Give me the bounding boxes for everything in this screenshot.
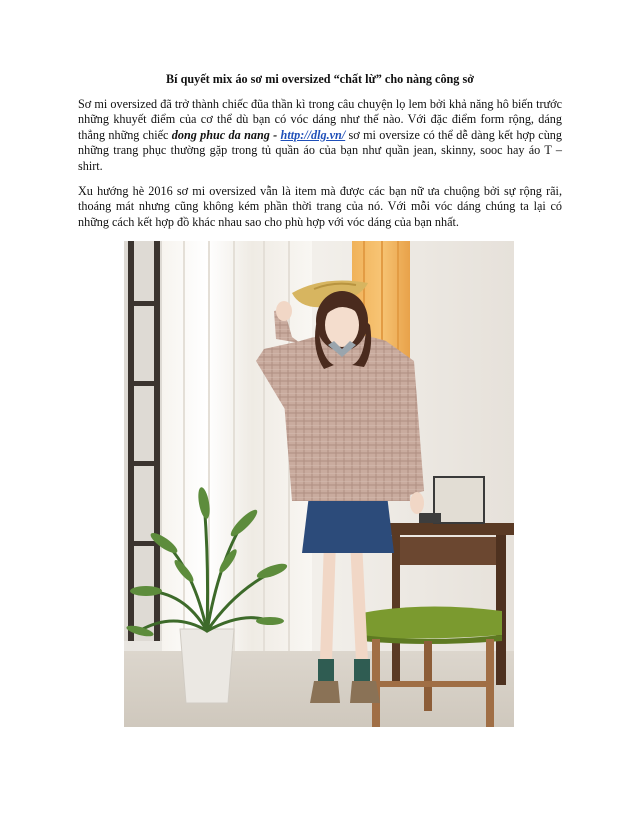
paragraph-1-text-end: sơ mi oversize có thể dễ dàng kết hợp cùng những trang phục thường gặp trong tủ quần áo của bạn như quần jean, skinny, sooc hay áo T – shirt.	[78, 127, 562, 173]
fashion-photo	[124, 241, 514, 727]
paragraph-1	[78, 97, 562, 174]
brand-text: dong phuc da nang -	[171, 127, 281, 142]
document-title: Bí quyết mix áo sơ mi oversized “chất lừ” cho nàng công sở	[166, 72, 474, 86]
paragraph-1-text-start: Sơ mi oversized đã trở thành chiếc đũa thần kì trong câu chuyện lọ lem bởi khả năng hô biến trước những khuyết điểm của cơ thể dù bạn có vóc dáng như thế nào. Với đặc điểm form rộng, dáng thẳng những chiếc	[78, 97, 562, 142]
paragraph-2: Xu hướng hè 2016 sơ mi oversized vẫn là item mà được các bạn nữ ưa chuộng bởi sự rộng rãi, thoáng mát nhưng cũng không kém phần thời trang của nó. Với mỗi vóc dáng chúng ta lại có những cách kết hợp đồ khác nhau sao cho phù hợp với vóc dáng của bạn nhất.	[78, 184, 562, 229]
website-link[interactable]: http://dlg.vn/	[280, 127, 346, 142]
